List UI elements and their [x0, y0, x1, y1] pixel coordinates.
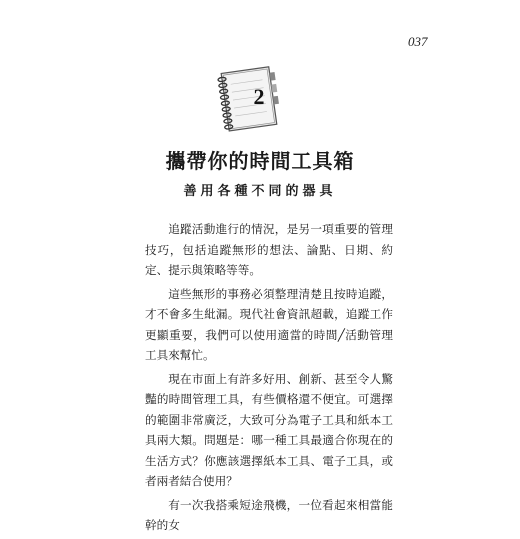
paragraph: 追蹤活動進行的情況，是另一項重要的管理技巧，包括追蹤無形的想法、論點、日期、約定、提示與策略等等。	[145, 222, 393, 277]
chapter-subtitle: 善用各種不同的器具	[183, 184, 337, 199]
body-text	[145, 219, 393, 539]
paragraph: 有一次我搭乘短途飛機，一位看起來相當能幹的女	[145, 497, 393, 532]
chapter-number: 2	[253, 84, 265, 109]
chapter-title: 攜帶你的時間工具箱	[165, 149, 355, 173]
page-number: 037	[408, 34, 428, 49]
paragraph: 現在市面上有許多好用、創新、甚至令人驚豔的時間管理工具，有些價格還不便宜。可選擇的範圍非常廣泛，大致可分為電子工具和紙本工具兩大類。問題是：哪一種工具最適合你現在的生活方式？你應該選擇紙本工具、電子工具，或者兩者結合使用？	[145, 371, 393, 488]
paragraph: 這些無形的事務必須整理清楚且按時追蹤，才不會多生紕漏。現代社會資訊超載，追蹤工作更顯重要，我們可以使用適當的時間╱活動管理工具來幫忙。	[145, 286, 393, 362]
